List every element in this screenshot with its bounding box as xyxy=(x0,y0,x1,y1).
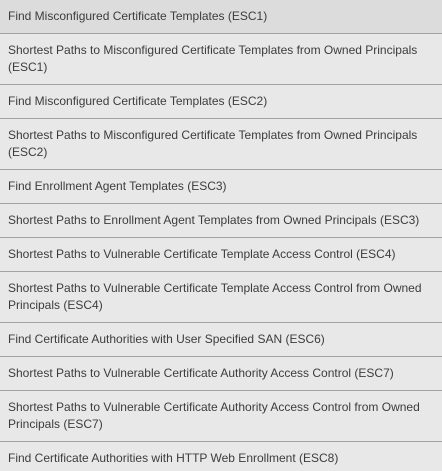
query-item-esc1-find[interactable] xyxy=(0,0,442,34)
query-label: Shortest Paths to Enrollment Agent Templates from Owned Principals (ESC3) xyxy=(8,213,420,227)
query-item-esc6-find[interactable] xyxy=(0,323,442,357)
query-label: Find Enrollment Agent Templates (ESC3) xyxy=(8,179,227,193)
query-item-esc4-paths[interactable] xyxy=(0,238,442,272)
query-item-esc7-paths[interactable] xyxy=(0,357,442,391)
query-label: Find Misconfigured Certificate Templates (ESC2) xyxy=(8,94,268,108)
query-label: Find Certificate Authorities with User Specified SAN (ESC6) xyxy=(8,332,325,346)
query-label: Shortest Paths to Vulnerable Certificate Authority Access Control (ESC7) xyxy=(8,366,394,380)
query-label: Shortest Paths to Vulnerable Certificate Authority Access Control from Owned Principals (ESC7) xyxy=(8,400,420,431)
query-label: Shortest Paths to Vulnerable Certificate Template Access Control from Owned Principals (ESC4) xyxy=(8,281,422,312)
query-item-esc1-paths[interactable] xyxy=(0,34,442,85)
query-label: Shortest Paths to Misconfigured Certificate Templates from Owned Principals (ESC2) xyxy=(8,128,418,159)
query-item-esc3-paths[interactable] xyxy=(0,204,442,238)
query-item-esc2-find[interactable] xyxy=(0,85,442,119)
query-label: Shortest Paths to Vulnerable Certificate Template Access Control (ESC4) xyxy=(8,247,396,261)
query-label: Shortest Paths to Misconfigured Certificate Templates from Owned Principals (ESC1) xyxy=(8,43,418,74)
query-item-esc8-find[interactable] xyxy=(0,442,442,471)
query-item-esc4-owned-paths[interactable] xyxy=(0,272,442,323)
query-item-esc3-find[interactable] xyxy=(0,170,442,204)
query-item-esc7-owned-paths[interactable] xyxy=(0,391,442,442)
query-label: Find Certificate Authorities with HTTP Web Enrollment (ESC8) xyxy=(8,451,339,465)
query-label: Find Misconfigured Certificate Templates (ESC1) xyxy=(8,9,268,23)
query-item-esc2-paths[interactable] xyxy=(0,119,442,170)
